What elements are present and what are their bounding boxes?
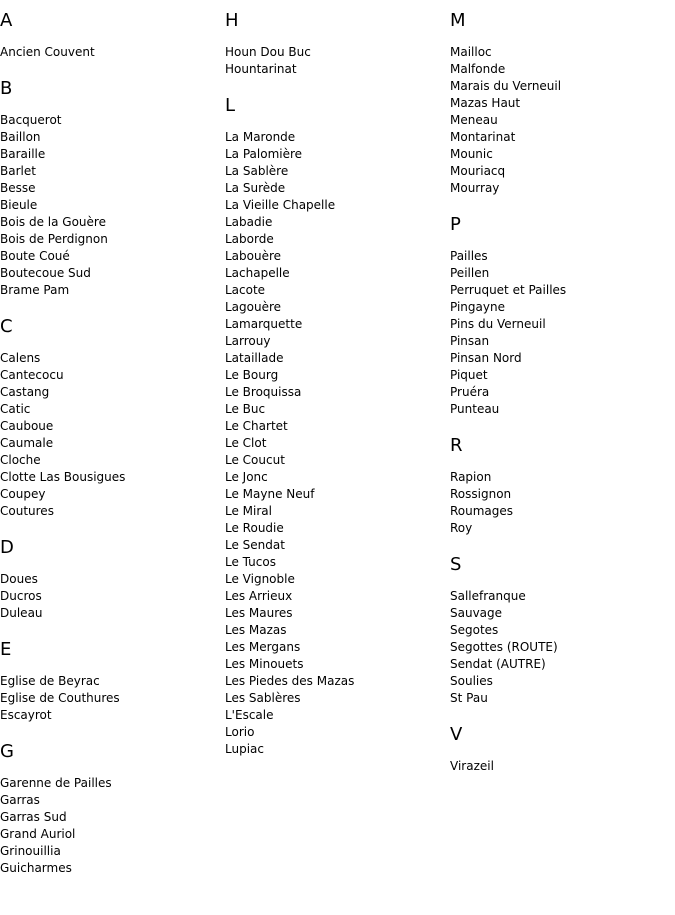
place-name: Brame Pam: [0, 283, 70, 297]
place-name: Pinsan: [450, 334, 490, 348]
letter-group: [0, 535, 220, 622]
letter-group: [450, 433, 670, 537]
place-name: Castang: [0, 385, 50, 399]
place-name: Baraille: [0, 147, 46, 161]
letter-heading: C: [0, 316, 13, 337]
place-name: Larrouy: [225, 334, 271, 348]
letter-group: [0, 76, 220, 299]
place-name: Caumale: [0, 436, 54, 450]
place-name: La Surède: [225, 181, 286, 195]
place-name: Rapion: [450, 470, 492, 484]
place-name: Lamarquette: [225, 317, 303, 331]
place-name: Coutures: [0, 504, 54, 518]
place-name: Sendat (AUTRE): [450, 657, 546, 671]
place-name: Sallefranque: [450, 589, 526, 603]
letter-group: [450, 552, 670, 707]
place-name: Labouère: [225, 249, 282, 263]
place-name: Les Sablères: [225, 691, 301, 705]
place-name: Laborde: [225, 232, 274, 246]
letter-heading: G: [0, 741, 14, 762]
place-name: Mounic: [450, 147, 493, 161]
letter-heading: V: [450, 724, 463, 745]
place-name: Bacquerot: [0, 113, 62, 127]
place-name: Cantecocu: [0, 368, 64, 382]
place-list: [0, 350, 220, 520]
index-column-3: [450, 8, 670, 790]
letter-heading: S: [450, 554, 462, 575]
place-name: Clotte Las Bousigues: [0, 470, 126, 484]
place-list: [450, 248, 670, 418]
place-name: Mailloc: [450, 45, 492, 59]
letter-group: [0, 637, 220, 724]
letter-group: [0, 739, 220, 877]
letter-heading: L: [225, 95, 236, 116]
place-name: Besse: [0, 181, 36, 195]
place-name: Le Roudie: [225, 521, 284, 535]
place-name: Le Tucos: [225, 555, 276, 569]
place-name: Doues: [0, 572, 38, 586]
place-name: Segottes (ROUTE): [450, 640, 558, 654]
place-name: Les Piedes des Mazas: [225, 674, 355, 688]
place-name: Boutecoue Sud: [0, 266, 91, 280]
place-list: [450, 758, 670, 775]
place-name: Pailles: [450, 249, 488, 263]
place-name: Cauboue: [0, 419, 54, 433]
place-name: Catic: [0, 402, 31, 416]
place-name: Lorio: [225, 725, 255, 739]
place-name: Labadie: [225, 215, 273, 229]
letter-heading: P: [450, 214, 461, 235]
place-name: Rossignon: [450, 487, 512, 501]
letter-heading: R: [450, 435, 463, 456]
place-name: Le Bourg: [225, 368, 279, 382]
letter-heading: A: [0, 10, 13, 31]
place-name: Grand Auriol: [0, 827, 76, 841]
letter-group: [225, 8, 445, 78]
letter-heading: H: [225, 10, 239, 31]
place-list: [0, 673, 220, 724]
place-name: Les Mazas: [225, 623, 287, 637]
place-name: Perruquet et Pailles: [450, 283, 567, 297]
place-name: L'Escale: [225, 708, 274, 722]
place-name: Segotes: [450, 623, 499, 637]
place-name: Pingayne: [450, 300, 505, 314]
place-name: Guicharmes: [0, 861, 72, 875]
place-name: Marais du Verneuil: [450, 79, 562, 93]
place-name: Cloche: [0, 453, 41, 467]
place-name: Garenne de Pailles: [0, 776, 112, 790]
place-name: Sauvage: [450, 606, 503, 620]
place-name: La Palomière: [225, 147, 303, 161]
place-name: Barlet: [0, 164, 36, 178]
place-name: Le Coucut: [225, 453, 285, 467]
place-name: Bois de la Gouère: [0, 215, 106, 229]
place-list: [225, 44, 445, 78]
place-name: Ancien Couvent: [0, 45, 95, 59]
letter-heading: M: [450, 10, 466, 31]
place-name: Lachapelle: [225, 266, 290, 280]
place-name: Mazas Haut: [450, 96, 521, 110]
place-name: Garras Sud: [0, 810, 67, 824]
place-name: Les Maures: [225, 606, 293, 620]
letter-heading: D: [0, 537, 14, 558]
place-name: Le Vignoble: [225, 572, 295, 586]
place-name: Pins du Verneuil: [450, 317, 546, 331]
place-name: Bois de Perdignon: [0, 232, 108, 246]
place-name: Malfonde: [450, 62, 506, 76]
place-name: Le Broquissa: [225, 385, 302, 399]
place-name: Lacote: [225, 283, 266, 297]
place-name: Les Mergans: [225, 640, 301, 654]
place-name: Mourray: [450, 181, 500, 195]
place-name: Bieule: [0, 198, 38, 212]
place-name: Pinsan Nord: [450, 351, 522, 365]
place-list: [0, 112, 220, 299]
place-name: Pruéra: [450, 385, 490, 399]
place-name: Meneau: [450, 113, 498, 127]
letter-group: [0, 314, 220, 520]
place-name: Le Sendat: [225, 538, 285, 552]
place-name: Hountarinat: [225, 62, 297, 76]
place-name: Eglise de Beyrac: [0, 674, 100, 688]
index-column-1: [0, 8, 220, 892]
letter-group: [225, 93, 445, 758]
place-name: Baillon: [0, 130, 41, 144]
place-name: Peillen: [450, 266, 490, 280]
place-name: Soulies: [450, 674, 493, 688]
place-name: Lagouère: [225, 300, 282, 314]
place-name: Le Buc: [225, 402, 266, 416]
place-name: Roumages: [450, 504, 514, 518]
index-column-2: [225, 8, 445, 773]
place-name: La Vieille Chapelle: [225, 198, 336, 212]
place-list: [225, 129, 445, 758]
place-name: Eglise de Couthures: [0, 691, 120, 705]
place-name: La Maronde: [225, 130, 296, 144]
place-name: Roy: [450, 521, 473, 535]
place-list: [450, 469, 670, 537]
place-name: Le Chartet: [225, 419, 288, 433]
place-name: Garras: [0, 793, 40, 807]
place-name: Lupiac: [225, 742, 264, 756]
letter-group: [450, 722, 670, 775]
place-list: [450, 44, 670, 197]
place-name: Virazeil: [450, 759, 494, 773]
place-name: La Sablère: [225, 164, 289, 178]
place-name: St Pau: [450, 691, 488, 705]
letter-group: [450, 8, 670, 197]
place-name: Le Jonc: [225, 470, 268, 484]
place-name: Le Mayne Neuf: [225, 487, 315, 501]
letter-group: [0, 8, 220, 61]
place-name: Piquet: [450, 368, 488, 382]
place-name: Les Minouets: [225, 657, 304, 671]
place-name: Coupey: [0, 487, 46, 501]
letter-heading: E: [0, 639, 12, 660]
place-name: Punteau: [450, 402, 500, 416]
place-name: Le Clot: [225, 436, 267, 450]
place-list: [450, 588, 670, 707]
place-list: [0, 571, 220, 622]
place-name: Ducros: [0, 589, 42, 603]
place-name: Calens: [0, 351, 41, 365]
place-name: Houn Dou Buc: [225, 45, 311, 59]
letter-group: [450, 212, 670, 418]
place-name: Mouriacq: [450, 164, 506, 178]
place-name: Grinouillia: [0, 844, 61, 858]
place-list: [0, 44, 220, 61]
place-name: Escayrot: [0, 708, 52, 722]
place-name: Les Arrieux: [225, 589, 293, 603]
place-name: Boute Coué: [0, 249, 70, 263]
place-name: Le Miral: [225, 504, 272, 518]
place-name: Duleau: [0, 606, 43, 620]
letter-heading: B: [0, 78, 13, 99]
place-name: Lataillade: [225, 351, 284, 365]
place-name: Montarinat: [450, 130, 516, 144]
place-list: [0, 775, 220, 877]
